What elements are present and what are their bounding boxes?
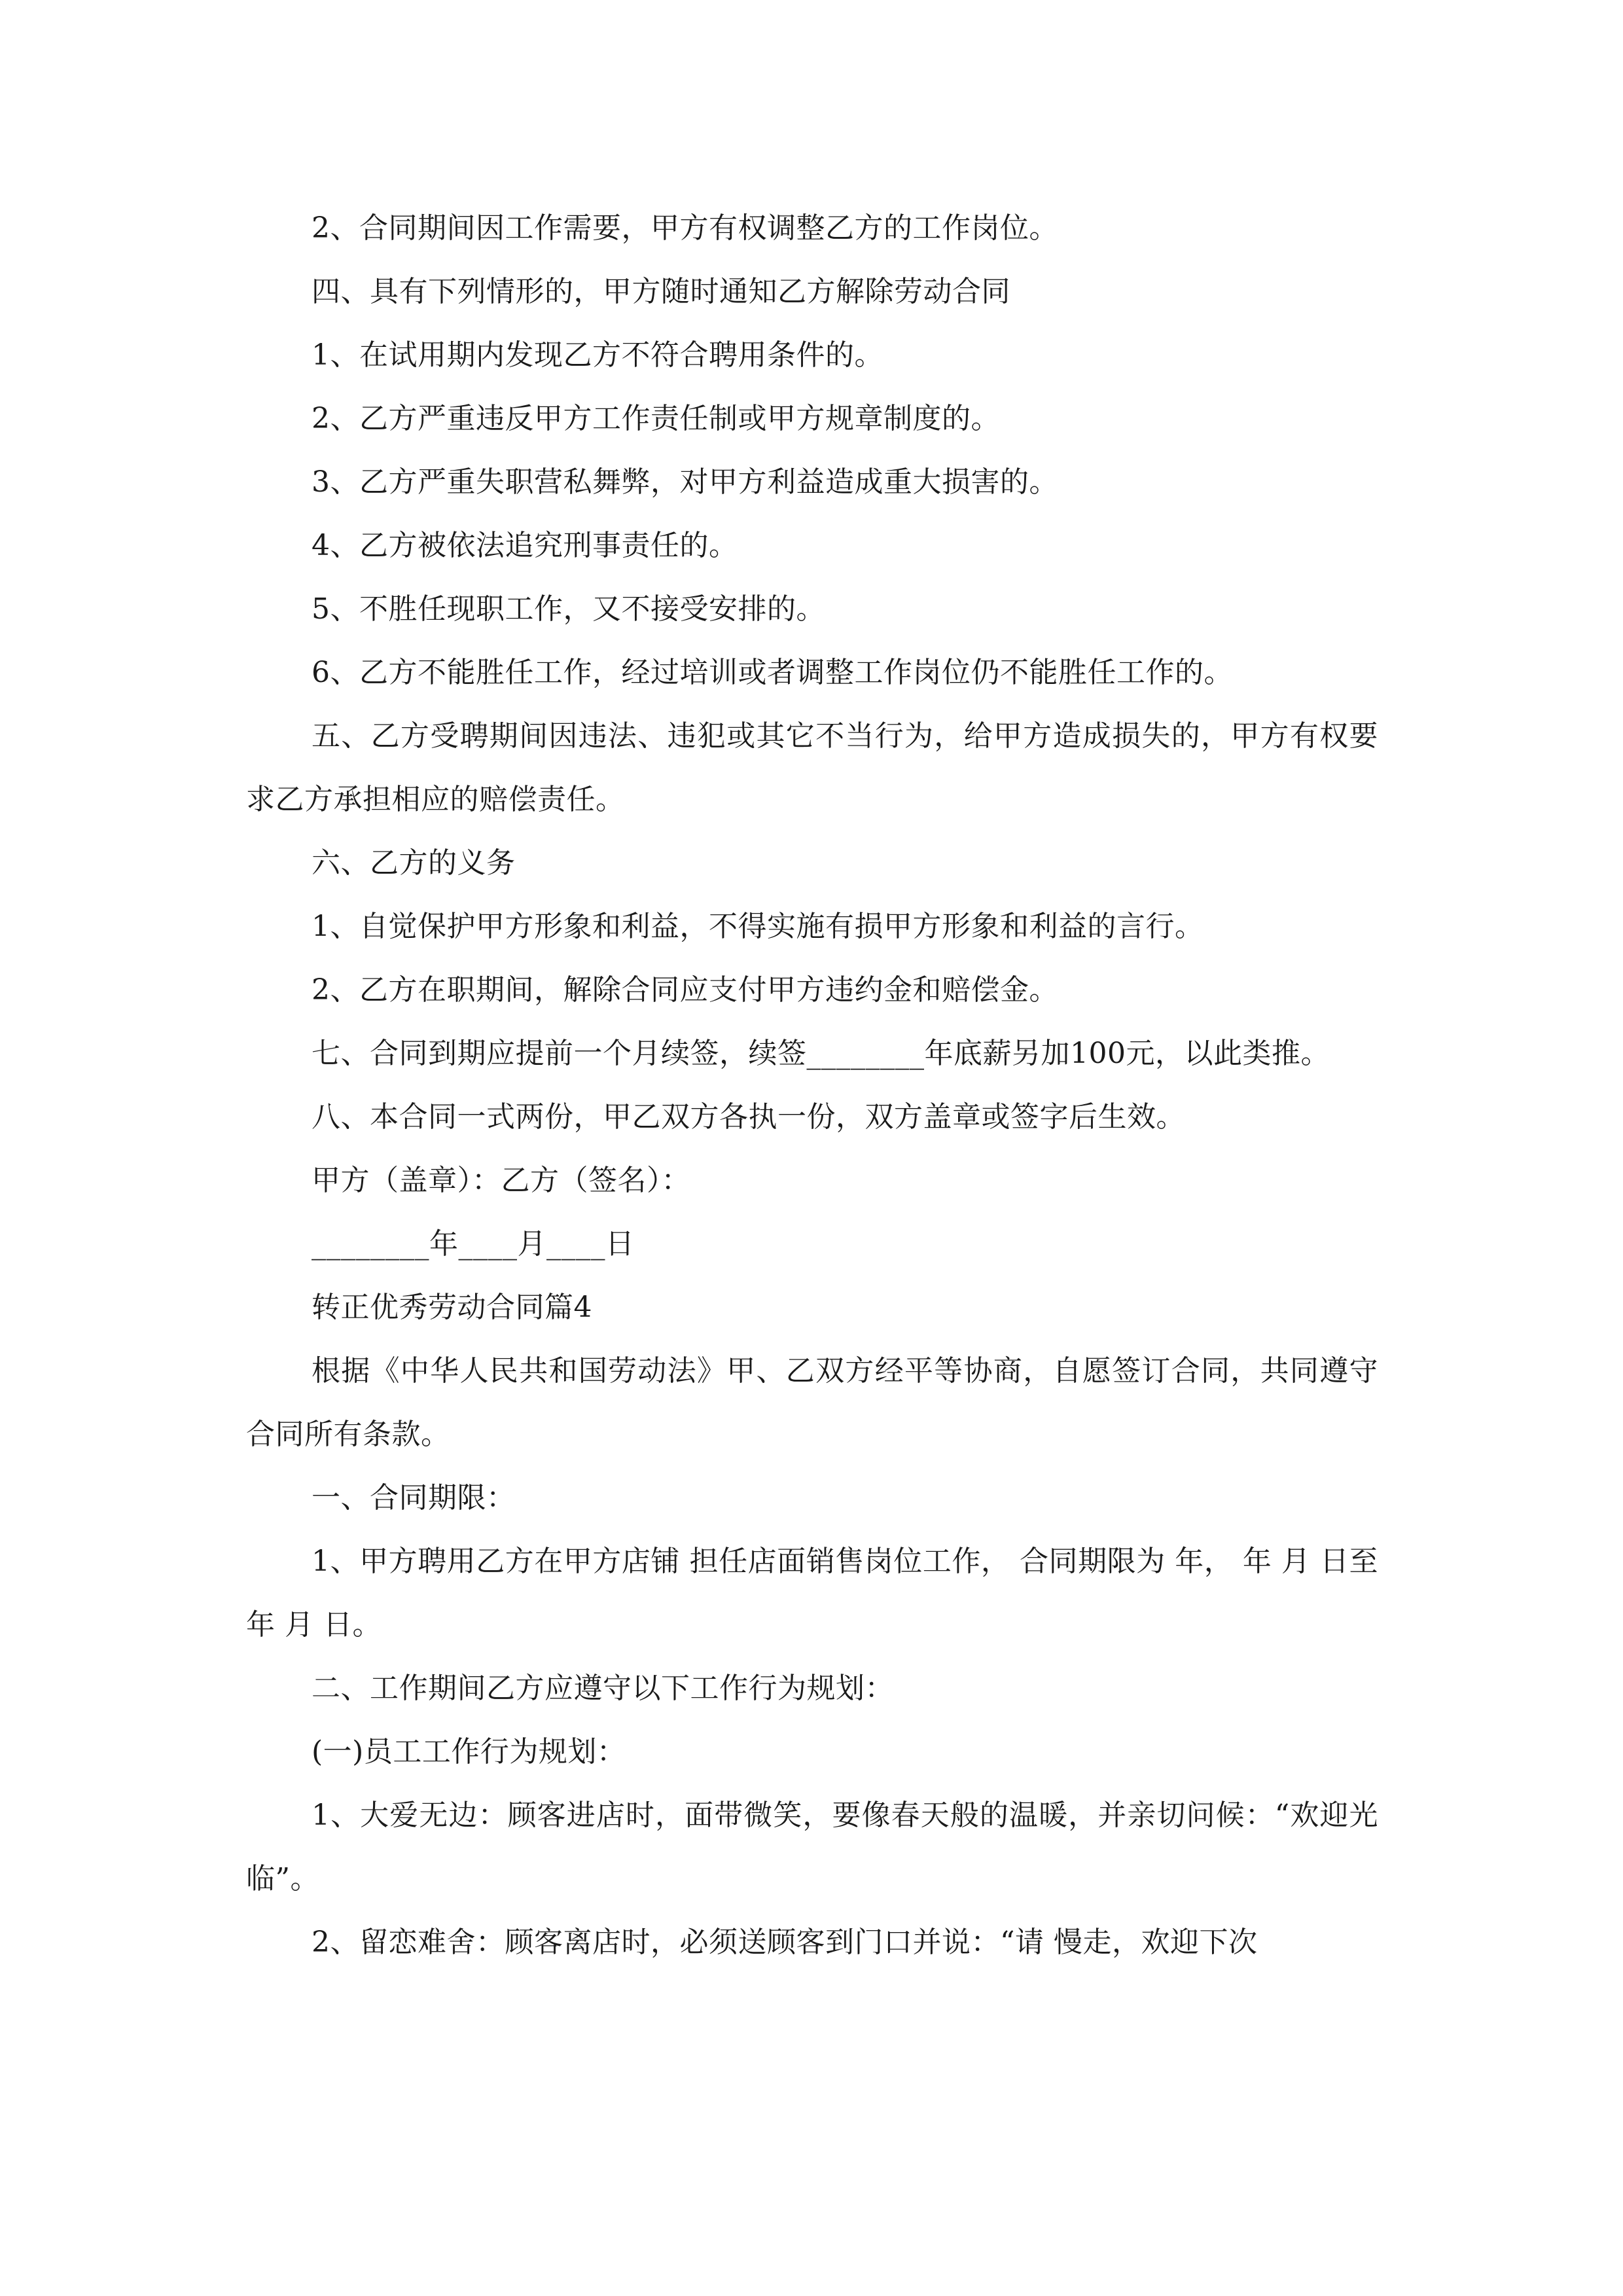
paragraph: 2、乙方在职期间，解除合同应支付甲方违约金和赔偿金。 xyxy=(312,973,1058,1007)
paragraph: 4、乙方被依法追究刑事责任的。 xyxy=(312,529,738,562)
sub-heading: (一)员工工作行为规划： xyxy=(312,1735,626,1768)
section-heading: 四、具有下列情形的，甲方随时通知乙方解除劳动合同 xyxy=(312,275,1010,308)
paragraph: 七、合同到期应提前一个月续签，续签________年底薪另加100元，以此类推。 xyxy=(312,1037,1330,1070)
paragraph: 八、本合同一式两份，甲乙双方各执一份，双方盖章或签字后生效。 xyxy=(312,1100,1185,1134)
section-heading: 六、乙方的义务 xyxy=(312,846,516,880)
paragraph: 五、乙方受聘期间因违法、违犯或其它不当行为，给甲方造成损失的，甲方有权要求乙方承担相应的赔偿责任。 xyxy=(246,719,1378,816)
paragraph: 2、合同期间因工作需要，甲方有权调整乙方的工作岗位。 xyxy=(312,211,1058,245)
paragraph: 6、乙方不能胜任工作，经过培训或者调整工作岗位仍不能胜任工作的。 xyxy=(312,656,1233,689)
paragraph: 根据《中华人民共和国劳动法》甲、乙双方经平等协商，自愿签订合同，共同遵守合同所有条款。 xyxy=(246,1354,1378,1451)
paragraph: 2、乙方严重违反甲方工作责任制或甲方规章制度的。 xyxy=(312,402,1000,435)
section-heading: 二、工作期间乙方应遵守以下工作行为规划： xyxy=(312,1672,894,1705)
document-body xyxy=(246,196,1378,1974)
paragraph: 1、大爱无边：顾客进店时，面带微笑，要像春天般的温暖，并亲切问候：“欢迎光临”。 xyxy=(246,1799,1378,1895)
section-heading: 一、合同期限： xyxy=(312,1481,516,1515)
paragraph: 1、自觉保护甲方形象和利益，不得实施有损甲方形象和利益的言行。 xyxy=(312,910,1204,943)
paragraph: 1、甲方聘用乙方在甲方店铺 担任店面销售岗位工作， 合同期限为 年， 年 月 日至 年 月 日。 xyxy=(246,1545,1378,1641)
signature-line: 甲方（盖章）：乙方（签名）： xyxy=(312,1164,690,1197)
paragraph: 1、在试用期内发现乙方不符合聘用条件的。 xyxy=(312,338,883,372)
paragraph: 3、乙方严重失职营私舞弊，对甲方利益造成重大损害的。 xyxy=(312,465,1058,499)
paragraph: 2、留恋难舍：顾客离店时，必须送顾客到门口并说：“请 慢走，欢迎下次 xyxy=(312,1926,1258,1959)
date-line: ________年____月____日 xyxy=(312,1227,635,1261)
document-title: 转正优秀劳动合同篇4 xyxy=(312,1291,592,1324)
paragraph: 5、不胜任现职工作，又不接受安排的。 xyxy=(312,592,825,626)
